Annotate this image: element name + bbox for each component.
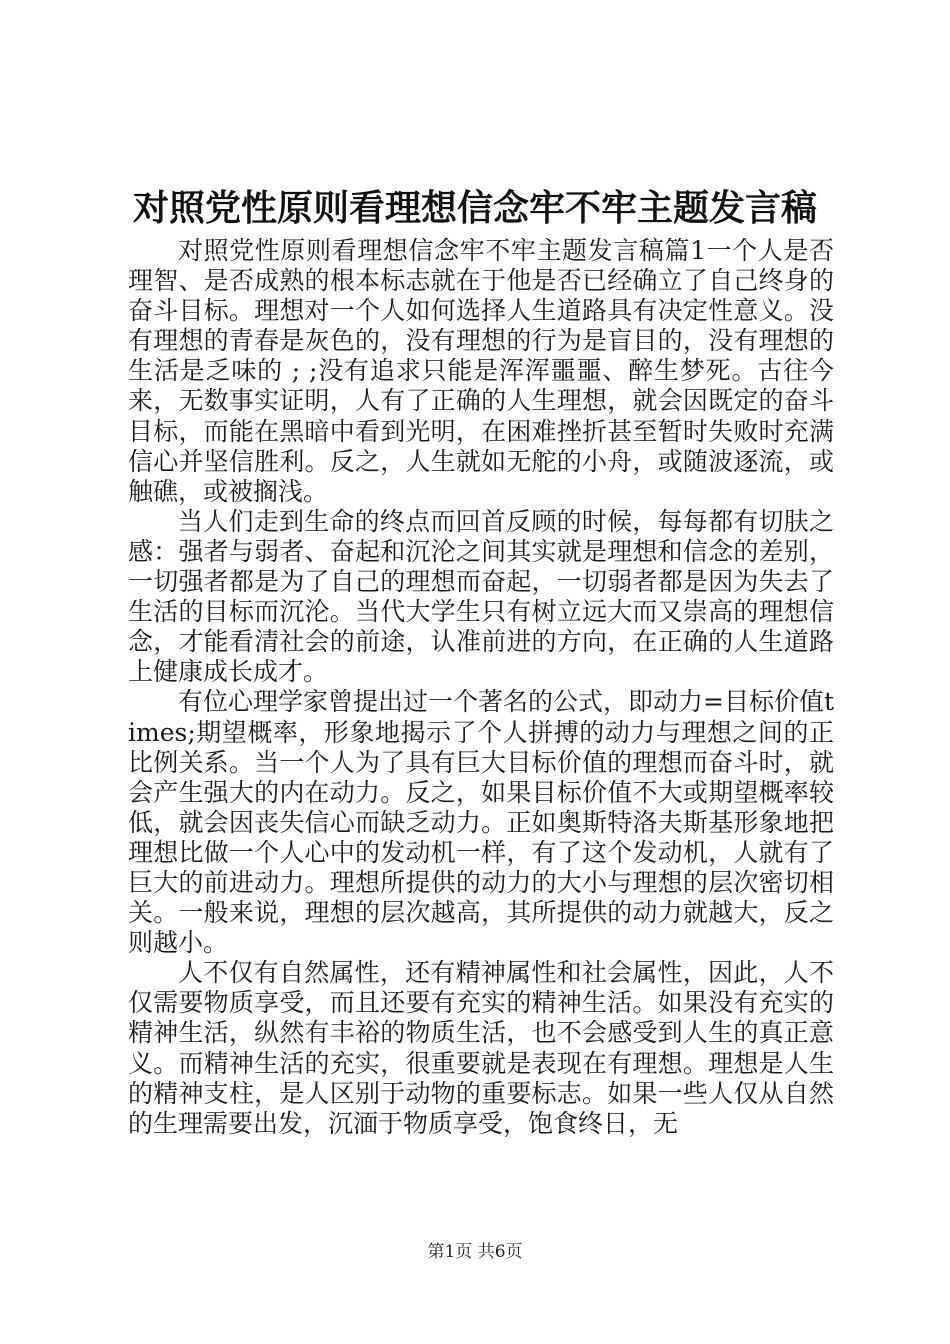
page-number-footer: 第1页 共6页	[427, 1242, 523, 1262]
paragraph-1: 对照党性原则看理想信念牢不牢主题发言稿篇1一个人是否理智、是否成熟的根本标志就在于他是否已经确立了自己终身的奋斗目标。理想对一个人如何选择人生道路具有决定性意义。没有理想的青春是灰色的，没有理想的行为是盲目的，没有理想的生活是乏味的 ; ;没有追求只能是浑浑噩噩、醉生梦死。古往今来，无数事实证明，人有了正确的人生理想，就会因既定的奋斗目标，而能在黑暗中看到光明，在困难挫折甚至暂时失败时充满信心并坚信胜利。反之，人生就如无舵的小舟，或随波逐流，或触礁，或被搁浅。	[128, 236, 834, 506]
paragraph-4: 人不仅有自然属性，还有精神属性和社会属性，因此，人不仅需要物质享受，而且还要有充实的精神生活。如果没有充实的精神生活，纵然有丰裕的物质生活，也不会感受到人生的真正意义。而精神生活的充实，很重要就是表现在有理想。理想是人生的精神支柱，是人区别于动物的重要标志。如果一些人仅从自然的生理需要出发，沉湎于物质享受，饱食终日，无	[128, 958, 834, 1138]
document-title: 对照党性原则看理想信念牢不牢主题发言稿	[132, 187, 817, 229]
document-body	[128, 236, 834, 1139]
paragraph-2: 当人们走到生命的终点而回首反顾的时候，每每都有切肤之感：强者与弱者、奋起和沉沦之间其实就是理想和信念的差别，一切强者都是为了自己的理想而奋起，一切弱者都是因为失去了生活的目标而沉沦。当代大学生只有树立远大而又崇高的理想信念，才能看清社会的前途，认准前进的方向，在正确的人生道路上健康成长成才。	[128, 506, 834, 687]
paragraph-3: 有位心理学家曾提出过一个著名的公式，即动力=目标价值times;期望概率，形象地揭示了个人拼搏的动力与理想之间的正比例关系。当一个人为了具有巨大目标价值的理想而奋斗时，就会产生强大的内在动力。反之，如果目标价值不大或期望概率较低，就会因丧失信心而缺乏动力。正如奥斯特洛夫斯基形象地把理想比做一个人心中的发动机一样，有了这个发动机，人就有了巨大的前进动力。理想所提供的动力的大小与理想的层次密切相关。一般来说，理想的层次越高，其所提供的动力就越大，反之则越小。	[128, 687, 834, 958]
